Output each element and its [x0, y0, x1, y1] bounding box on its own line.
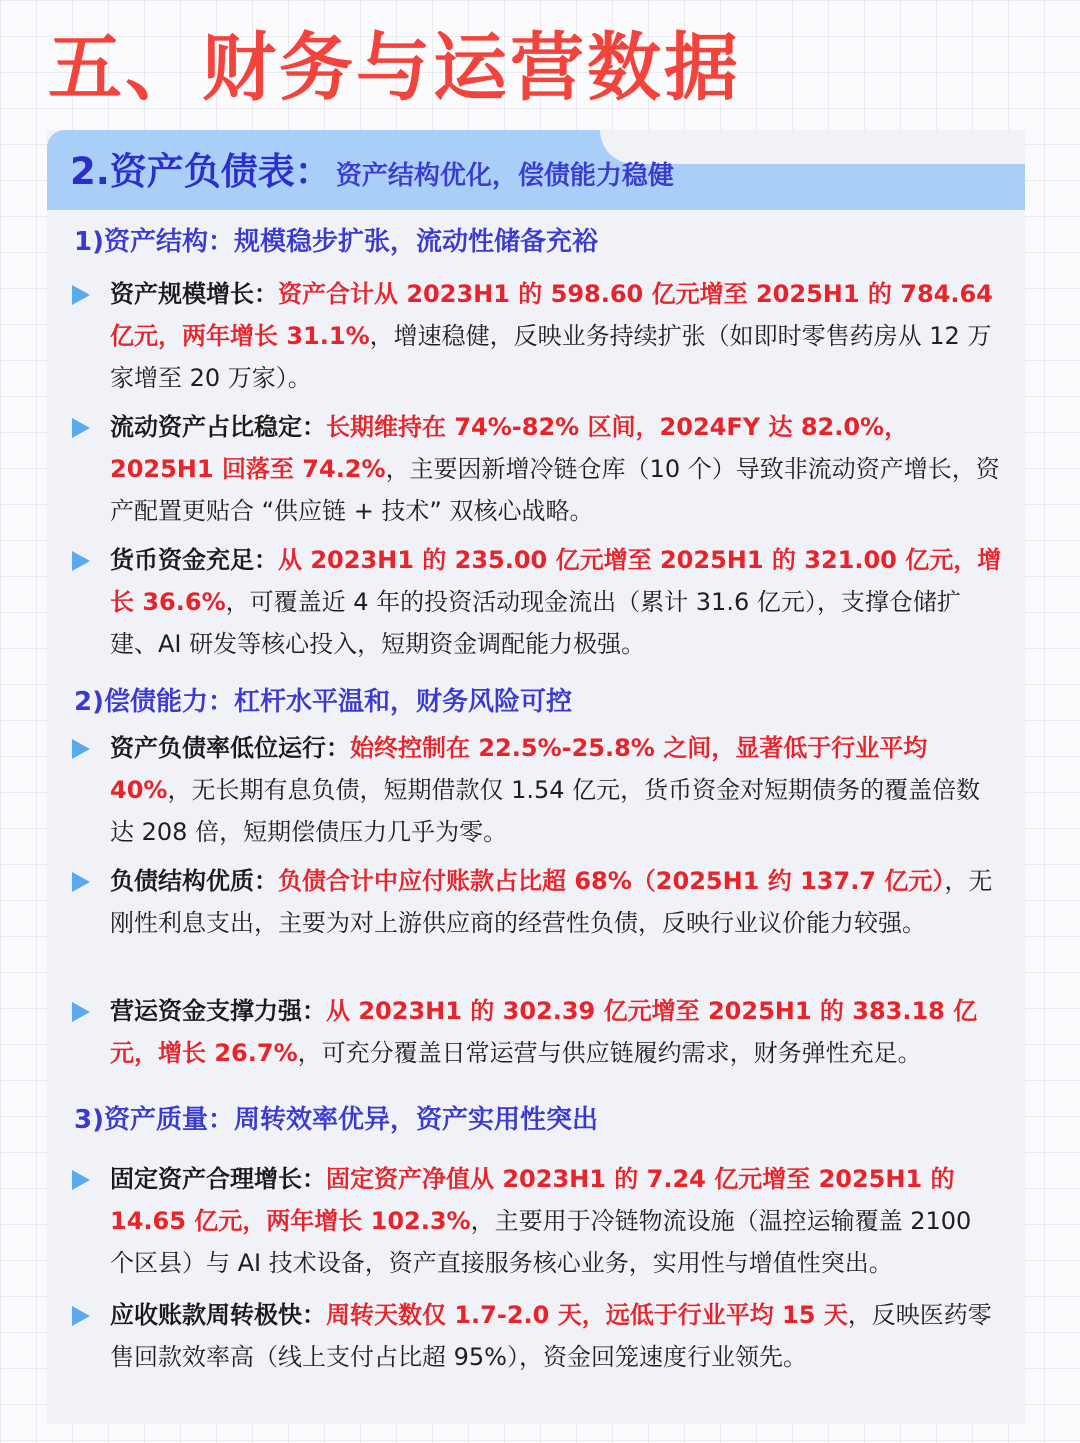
bullet-highlight: 负债合计中应付账款占比超 68%（2025H1 约 137.7 亿元） [278, 867, 945, 895]
bullet-item [72, 406, 1002, 532]
bullet-rest: ，可覆盖近 4 年的投资活动现金流出（累计 31.6 亿元），支撑仓储扩建、AI 研发等核心投入，短期资金调配能力极强。 [110, 588, 961, 658]
triangle-right-icon [72, 1002, 90, 1022]
bullet-rest: ，可充分覆盖日常运营与供应链履约需求，财务弹性充足。 [297, 1039, 922, 1067]
triangle-right-icon [72, 739, 90, 759]
bullet-label: 资产规模增长： [110, 280, 278, 308]
bullet-highlight: 周转天数仅 1.7-2.0 天，远低于行业平均 15 天 [326, 1301, 848, 1329]
part-heading-asset-structure: 1)资产结构：规模稳步扩张，流动性储备充裕 [74, 227, 598, 257]
bullet-text [110, 727, 1002, 853]
bullet-highlight: 始终控制在 22.5%-25.8% 之间，显著低于行业平均 40% [110, 734, 928, 804]
bullet-label: 负债结构优质： [110, 867, 278, 895]
bullet-label: 货币资金充足： [110, 546, 278, 574]
bullet-highlight: 从 2023H1 的 302.39 亿元增至 2025H1 的 383.18 亿元，增长 26.7% [110, 997, 978, 1067]
bullet-text [110, 990, 1002, 1074]
bullet-rest: ，无长期有息负债，短期借款仅 1.54 亿元，货币资金对短期债务的覆盖倍数达 208 倍，短期偿债压力几乎为零。 [110, 776, 981, 846]
page-title: 五、财务与运营数据 [48, 25, 741, 111]
part-heading-solvency: 2)偿债能力：杠杆水平温和，财务风险可控 [74, 687, 572, 717]
triangle-right-icon [72, 551, 90, 571]
section-number-title: 2.资产负债表： [70, 150, 332, 193]
bullet-highlight: 资产合计从 2023H1 的 598.60 亿元增至 2025H1 的 784.64 亿元，两年增长 31.1% [110, 280, 993, 350]
bullet-label: 流动资产占比稳定： [110, 413, 326, 441]
bullet-text [110, 273, 1002, 399]
triangle-right-icon [72, 285, 90, 305]
bullet-text [110, 860, 1002, 944]
bullet-label: 资产负债率低位运行： [110, 734, 350, 762]
bullet-text [110, 1294, 1002, 1378]
bullet-text [110, 1158, 1002, 1284]
bullet-text [110, 539, 1002, 665]
triangle-right-icon [72, 1306, 90, 1326]
triangle-right-icon [72, 418, 90, 438]
bullet-rest: ，无刚性利息支出，主要为对上游供应商的经营性负债，反映行业议价能力较强。 [110, 867, 993, 937]
bullet-rest: ，主要用于冷链物流设施（温控运输覆盖 2100 个区县）与 AI 技术设备，资产直接服务核心业务，实用性与增值性突出。 [110, 1207, 972, 1277]
bullet-rest: ，反映医药零售回款效率高（线上支付占比超 95%），资金回笼速度行业领先。 [110, 1301, 992, 1371]
bullet-rest: ，增速稳健，反映业务持续扩张（如即时零售药房从 12 万家增至 20 万家）。 [110, 322, 992, 392]
bullet-rest: ，主要因新增冷链仓库（10 个）导致非流动资产增长，资产配置更贴合 “供应链 + 技术” 双核心战略。 [110, 455, 1000, 525]
bullet-item [72, 273, 1002, 399]
bullet-item [72, 539, 1002, 665]
bullet-highlight: 从 2023H1 的 235.00 亿元增至 2025H1 的 321.00 亿元，增长 36.6% [110, 546, 1002, 616]
bullet-text [110, 406, 1002, 532]
section-heading [70, 146, 674, 202]
triangle-right-icon [72, 1170, 90, 1190]
bullet-item [72, 990, 1002, 1074]
bullet-label: 固定资产合理增长： [110, 1165, 326, 1193]
part-heading-asset-quality: 3)资产质量：周转效率优异，资产实用性突出 [74, 1105, 598, 1135]
triangle-right-icon [72, 872, 90, 892]
bullet-label: 应收账款周转极快： [110, 1301, 326, 1329]
bullet-highlight: 固定资产净值从 2023H1 的 7.24 亿元增至 2025H1 的 14.65 亿元，两年增长 102.3% [110, 1165, 955, 1235]
bullet-item [72, 727, 1002, 853]
bullet-item [72, 1158, 1002, 1284]
bullet-highlight: 长期维持在 74%-82% 区间，2024FY 达 82.0%，2025H1 回落至 74.2% [110, 413, 909, 483]
bullet-label: 营运资金支撑力强： [110, 997, 326, 1025]
section-subtitle: 资产结构优化，偿债能力稳健 [335, 161, 674, 191]
bullet-item [72, 860, 1002, 944]
bullet-item [72, 1294, 1002, 1378]
